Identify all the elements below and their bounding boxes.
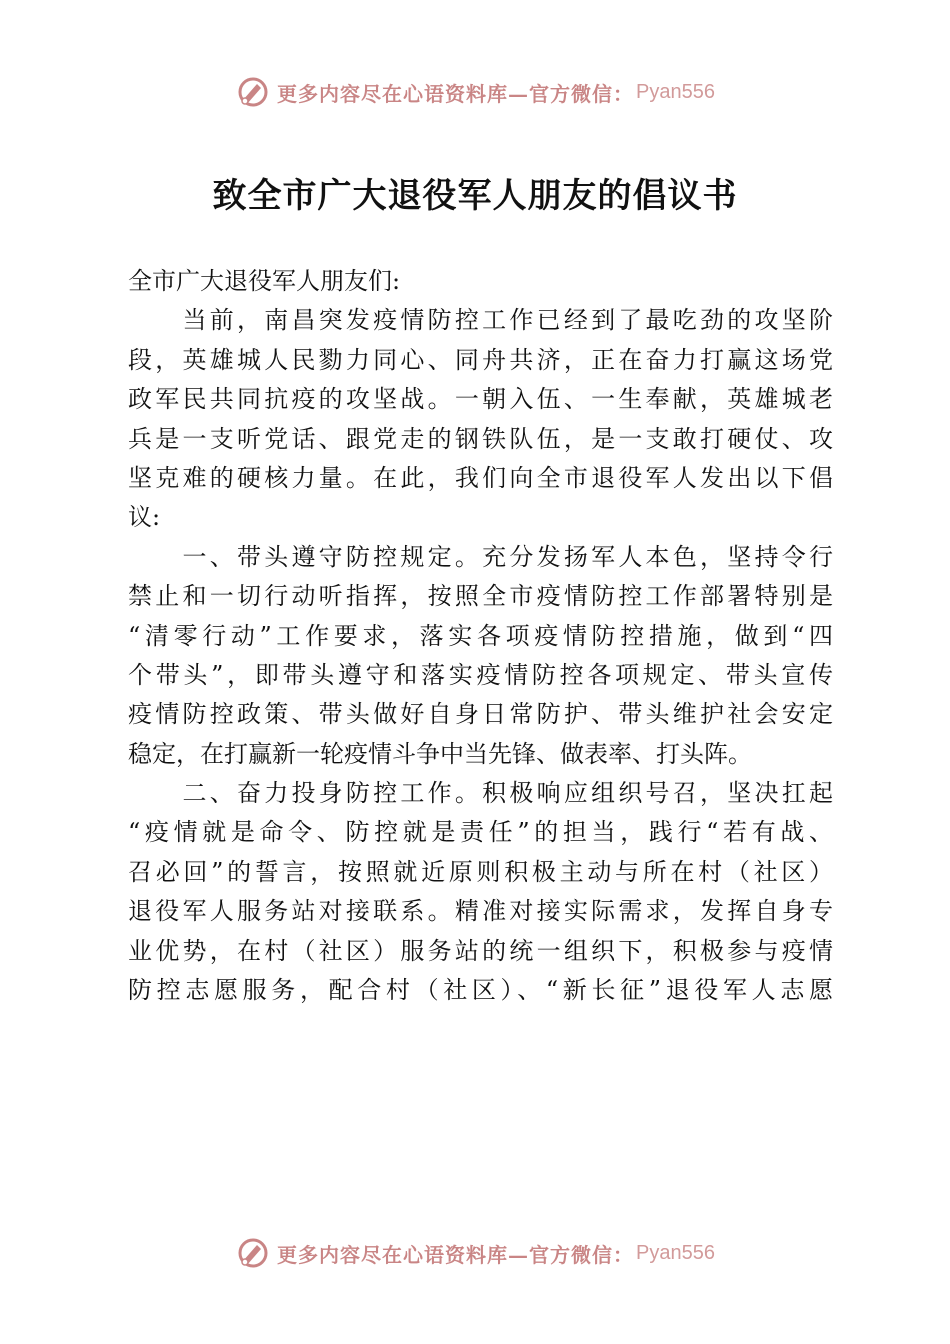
text-line: 当前，南昌突发疫情防控工作已经到了最吃劲的攻坚阶: [128, 306, 833, 335]
text-line: 政军民共同抗疫的攻坚战。一朝入伍、一生奉献，英雄城老: [128, 385, 833, 414]
text-line: 全市广大退役军人朋友们:: [128, 267, 401, 295]
banner-text: 更多内容尽在心语资料库—官方微信：: [277, 81, 635, 106]
header-banner: [0, 72, 950, 112]
text-line: 业优势，在村（社区）服务站的统一组织下，积极参与疫情: [128, 936, 833, 965]
text-line: 一、带头遵守防控规定。充分发扬军人本色，坚持令行: [128, 542, 833, 571]
logo-icon: [235, 1235, 271, 1271]
text-line: 个带头”，即带头遵守和落实疫情防控各项规定、带头宣传: [128, 660, 833, 689]
text-line: 二、奋力投身防控工作。积极响应组织号召，坚决扛起: [128, 779, 833, 808]
banner-wechat-id: Pyan556: [636, 1241, 715, 1264]
text-line: 兵是一支听党话、跟党走的钢铁队伍，是一支敢打硬仗、攻: [128, 424, 833, 453]
text-line: 疫情防控政策、带头做好自身日常防护、带头维护社会安定: [128, 700, 833, 729]
document-body: [128, 262, 833, 1010]
logo-icon: [235, 74, 271, 110]
text-line: 召必回”的誓言，按照就近原则积极主动与所在村（社区）: [128, 857, 833, 886]
footer-banner: [0, 1233, 950, 1273]
document-title: 致全市广大退役军人朋友的倡议书: [212, 176, 738, 216]
text-line: 坚克难的硬核力量。在此，我们向全市退役军人发出以下倡: [128, 463, 833, 492]
text-line: 议:: [128, 503, 161, 532]
text-line: 禁止和一切行动听指挥，按照全市疫情防控工作部署特别是: [128, 582, 833, 611]
banner-wechat-id: Pyan556: [636, 80, 715, 103]
banner-text: 更多内容尽在心语资料库—官方微信：: [277, 1242, 635, 1267]
text-line: 稳定，在打赢新一轮疫情斗争中当先锋、做表率、打头阵。: [128, 739, 752, 768]
text-line: “清零行动”工作要求，落实各项疫情防控措施，做到“四: [128, 621, 833, 650]
text-line: 退役军人服务站对接联系。精准对接实际需求，发挥自身专: [128, 897, 833, 926]
text-line: “疫情就是命令、防控就是责任”的担当，践行“若有战、: [128, 818, 833, 847]
text-line: 段，英雄城人民勠力同心、同舟共济，正在奋力打赢这场党: [128, 345, 833, 374]
text-line: 防控志愿服务，配合村（社区）、“新长征”退役军人志愿: [128, 976, 833, 1005]
